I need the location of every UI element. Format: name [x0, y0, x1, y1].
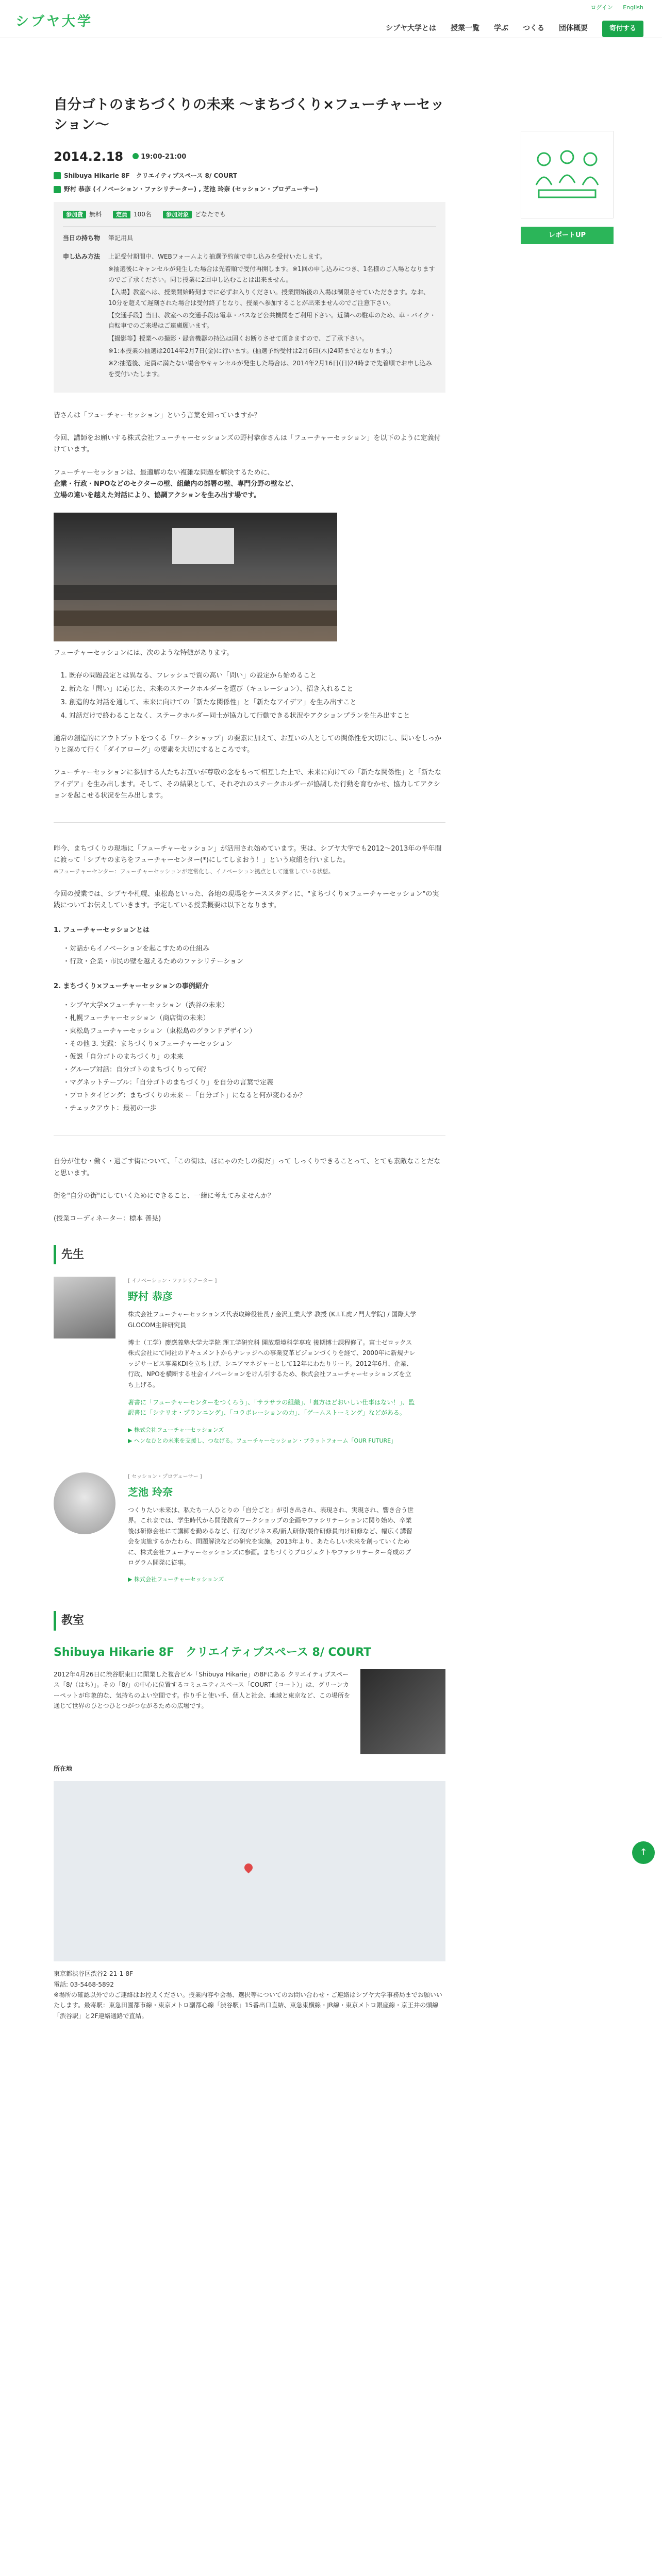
- address-label: 所在地: [54, 1765, 73, 1772]
- classroom-info: [54, 1669, 445, 1754]
- teacher-org: 株式会社フューチャーセッションズ代表取締役社長 / 金沢工業大学 教授 (K.I.T.虎ノ門大学院) / 国際大学GLOCOM主幹研究員: [128, 1311, 417, 1329]
- classroom-name: Shibuya Hikarie 8F クリエイティブスペース 8/ COURT: [54, 1646, 372, 1659]
- list-item: ・札幌フューチャーセッション（商店街の未来）: [63, 1014, 210, 1022]
- list-item: ・シブヤ大学×フューチャーセッション（渋谷の未来）: [63, 1001, 229, 1009]
- site-logo[interactable]: シブヤ大学: [15, 14, 93, 29]
- coordinator-credit: (授業コーディネーター：標本 善晃): [54, 1214, 161, 1223]
- access-text: ※場所の確認以外でのご連絡はお控えください。授業内容や会場、選択等についてのお問い合わせ・ご連絡はシブヤ大学事務局までお願いいたします。最寄駅：東急田園都市線・東京メトロ副都心線「渋谷駅」15番出口直結、東急東横線・JR線・東京メトロ銀座線・京王井の頭線「渋谷駅」と2F連絡通路で直結。: [54, 1991, 442, 2020]
- tag-target: 参加対象 どなたでも: [163, 209, 226, 220]
- info-value: ※抽選後にキャンセルが発生した場合は先着順で受付再開します。※1回の申し込みにつき、1名様のご入場となりますのでご了承ください。同じ授業に2回申し込むことは出来ません。: [108, 265, 435, 283]
- teacher-link[interactable]: ▶ 株式会社フューチャーセッションズ: [128, 1426, 224, 1433]
- teacher-names[interactable]: 野村 恭彦 (イノベーション・ファシリテーター) , 芝池 玲奈 (セッション・プロデューサー): [64, 185, 318, 193]
- teacher-links: [128, 1575, 417, 1585]
- list-item: ・その他 3. 実践：まちづくり×フューチャーセッション: [63, 1040, 233, 1048]
- list-item: ・グループ対話：自分ゴトのまちづくりって何？: [63, 1066, 210, 1074]
- list-item: ・マグネットテーブル：「自分ゴトのまちづくり」を自分の言葉で定義: [63, 1079, 274, 1087]
- report-up-button[interactable]: レポートUP: [521, 227, 614, 244]
- list-item: 4. 対話だけで終わることなく、ステークホルダー同士が協力して行動できる状況やアクションプランを生み出すこと: [69, 710, 445, 722]
- page-top-button[interactable]: [632, 1841, 655, 1864]
- teacher-books[interactable]: 著書に「フューチャーセンターをつくろう」、「サラサラの組織」、「裏方ほどおいしい仕事はない！」、監訳書に「シナリオ・プランニング」、「コラボレーションの力」、「ゲームストーミング」などがある。: [128, 1398, 415, 1417]
- feature-list: [69, 670, 445, 722]
- main-content: [54, 95, 445, 2021]
- paragraph: 通常の創造的にアウトプットをつくる「ワークショップ」の要素に加えて、お互いの人としての関係性を大切にし、問いをしっかりと深めて行く「ダイアローグ」の要素を大切にするところです。: [54, 735, 442, 754]
- tag-capacity: 定員 100名: [113, 209, 152, 220]
- people-illustration-icon: [528, 144, 606, 206]
- teacher-link[interactable]: ▶ ヘンなひとの未来を支援し、つなげる。フューチャーセッション・プラットフォーム「OUR FUTURE」: [128, 1437, 397, 1445]
- divider: [54, 822, 445, 823]
- divider: [54, 1135, 445, 1136]
- outline-heading: 2. まちづくり×フューチャーセッションの事例紹介: [54, 982, 209, 991]
- address: 東京都渋谷区渋谷2-21-1-8F: [54, 1970, 134, 1978]
- clock-icon: [133, 153, 139, 159]
- top-links: [582, 3, 643, 13]
- list-item: 1. 既存の問題設定とは異なる、フレッシュで質の高い「問い」の設定から始めること: [69, 670, 445, 682]
- global-nav: [371, 21, 643, 37]
- event-time-text: 19:00-21:00: [141, 152, 187, 161]
- info-value: 【撮影等】授業への撮影・録音機器の持込は固くお断りさせて頂きますので、ご了承下さい。: [108, 334, 368, 342]
- classroom-heading: 教室: [54, 1611, 445, 1630]
- nav-about[interactable]: シブヤ大学とは: [385, 24, 436, 33]
- paragraph: フューチャーセッションには、次のような特徴があります。: [54, 649, 234, 657]
- event-date: 2014.2.18: [54, 149, 124, 164]
- teacher-role: [ セッション・プロデューサー ]: [128, 1474, 202, 1480]
- teacher-bio: 博士（工学）慶應義塾大学大学院 理工学研究科 開放環境科学専攻 後期博士課程修了。富士ゼロックス株式会社にて同社のドキュメントからナレッジへの事業変革ビジョンづくりを経て、2000年に新規ナレッジサービス事業KDIを立ち上げ、シニアマネジャーとして12年にわたりリード。2012年6月、企業、行政、NPOを横断する社会イノベーションをけん引するため、株式会社フューチャーセッションズを立ち上げる。: [128, 1338, 416, 1388]
- page-wrap: [0, 38, 662, 2576]
- date-row: [54, 146, 445, 167]
- list-item: ・東松島フューチャーセッション（東松島のグランドデザイン）: [63, 1027, 256, 1035]
- map-pin-icon: [243, 1862, 255, 1874]
- tag-fee: 参加費 無料: [63, 209, 102, 220]
- login-link[interactable]: ログイン: [590, 4, 613, 11]
- info-row-apply: [63, 251, 436, 381]
- list-item: ・チェックアウト：最初の一歩: [63, 1105, 157, 1113]
- paragraph: 自分が住む・働く・過ごす街について、「この街は、ほにゃのたしの街だ」って しっくりできることって、とても素敵なことだなと思います。: [54, 1158, 441, 1177]
- donate-button[interactable]: 寄付する: [602, 21, 643, 37]
- paragraph: 今回の授業では、シブヤや札幌、東松島といった、各地の現場をケーススタディに、"まちづくり×フューチャーセッション"の実践についてお伝えしていきます。予定している授業概要は以下となります。: [54, 890, 439, 910]
- event-info-box: [54, 202, 445, 393]
- phone: 電話: 03-5468-5892: [54, 1980, 114, 1988]
- info-value: 筆記用具: [108, 234, 134, 242]
- paragraph: 街を"自分の街"にしていくためにできること、一緒に考えてみませんか？: [54, 1192, 274, 1200]
- teacher-card: [54, 1472, 445, 1586]
- place-icon: [54, 172, 61, 179]
- info-row-belongings: [63, 233, 436, 245]
- teacher-photo: [54, 1277, 115, 1338]
- teachers-heading: 先生: [54, 1245, 445, 1264]
- event-tags: [63, 209, 436, 227]
- teacher-links: [128, 1426, 417, 1446]
- info-value: 【入場】教室へは、授業開始時刻までに必ずお入りください。授業開始後の入場は制限させていただきます。なお、10分を超えて遅刻された場合は受付終了となり、授業へ参加することが出来ませんのでご注意下さい。: [108, 289, 430, 307]
- classroom-desc: 2012年4月26日に渋谷駅東口に開業した複合ビル「Shibuya Hikarie」の8Fにある クリエイティブスペース「8/（はち）」。その「8/」の中心に位置するコミュニティスペース「COURT（コート）」は、グリーンカーペットが印象的な、気持ちのよい空間です。作り手と使い手、個人と社会、地域と東京など、この場所を通じて世界のひとつひとつがつながるための広場です。: [54, 1670, 351, 1710]
- event-title: 自分ゴトのまちづくりの未来 〜まちづくり×フューチャーセッション〜: [54, 97, 444, 133]
- paragraph: フューチャーセッションに参加する人たちお互いが尊敬の念をもって相互した上で、未来に向けての「新たな関係性」と「新たなアイデア」を生み出します。そして、その結果として、それぞれのステークホルダーが協調した行動を育むかせ、協力してアクションを起こせる状況を生み出します。: [54, 769, 442, 800]
- definition: フューチャーセッションは、最適解のない複雑な問題を解決するために、 企業・行政・NPOなどのセクターの壁、組織内の部署の壁、専門分野の壁など、 立場の違いを越えた対話により、協調アクションを生み出す場です。: [54, 468, 298, 499]
- list-item: 3. 創造的な対話を通して、未来に向けての「新たな関係性」と「新たなアイデア」を生み出すこと: [69, 697, 445, 708]
- photo-screen: [172, 528, 234, 564]
- teacher-name: 野村 恭彦: [128, 1290, 173, 1303]
- venue-line: [54, 171, 445, 181]
- nav-make[interactable]: つくる: [522, 24, 544, 33]
- teacher-name: 芝池 玲奈: [128, 1486, 173, 1499]
- list-item: ・対話からイノベーションを起こすための仕組み: [63, 945, 210, 953]
- info-value: 上記受付期間中、WEBフォームより抽選予約前で申し込みを受付いたします。: [108, 252, 326, 260]
- list-item: ・行政・企業・市民の壁を越えるためのファシリテーション: [63, 958, 243, 966]
- paragraph: 今回、講師をお願いする株式会社フューチャーセッションズの野村恭彦さんは「フューチャーセッション」を以下のように定義付けています。: [54, 434, 441, 454]
- site-header: [0, 0, 662, 38]
- nav-classes[interactable]: 授業一覧: [450, 24, 479, 33]
- list-item: 2. 新たな「問い」に応じた、未来のステークホルダーを選び（キュレーション）、招き入れること: [69, 684, 445, 695]
- nav-org[interactable]: 団体概要: [558, 24, 588, 33]
- english-link[interactable]: English: [623, 4, 643, 11]
- photo-audience: [54, 585, 337, 600]
- class-outline: [54, 925, 445, 1114]
- teacher-card: [54, 1277, 445, 1448]
- paragraph: 昨今、まちづくりの現場に「フューチャーセッション」が活用され始めています。実は、シブヤ大学でも2012〜2013年の半年間に渡って「シブヤのまちをフューチャーセンター(*)にしてしまおう！」という取組を行いました。 ※フューチャーセンター：フューチャーセッションが定常化し、イノベーション拠点として運営している状態。: [54, 844, 442, 875]
- venue-link[interactable]: Shibuya Hikarie 8F クリエイティブスペース 8/ COURT: [64, 172, 238, 180]
- access-info: [54, 1969, 445, 2021]
- outline-list: [63, 1000, 445, 1115]
- teacher-photo: [54, 1472, 115, 1534]
- classroom-photo: [360, 1669, 445, 1754]
- person-icon: [54, 186, 61, 193]
- event-description: [54, 410, 445, 1225]
- teacher-line: [54, 184, 445, 194]
- teacher-role: [ イノベーション・ファシリテーター ]: [128, 1278, 217, 1284]
- list-item: ・プロトタイピング：まちづくりの未来 ー「自分ゴト」になると何が変わるか？: [63, 1092, 306, 1100]
- classroom-map[interactable]: [54, 1781, 445, 1961]
- teacher-bio: つくりたい未来は、私たち一人ひとりの「自分ごと」が引き出され、表現され、実現され、響き合う世界。これまでは、学生時代から開発教育ワークショップの企画やファシリテーションに関り始め、卒業後は研修会社にて講師を勤めるなど、行政/ビジネス系/新人研修/製作研修員向け研修など、幅広く講習会を実施するかたわら、問題解決などの研究を実施。2013年より、あたらしい未来を創っていくために、株式会社フューチャーセッションズに参画。まちづくりプロジェクトやファシリテーター育成のプログラム開発に従事。: [128, 1506, 414, 1567]
- info-value: ※2:抽選後、定員に満たない場合やキャンセルが発生した場合は、2014年2月16日(日)24時まで先着順でお申し込みを受付いたします。: [108, 360, 432, 378]
- info-value: 【交通手段】当日、教室への交通手段は電車・バスなど公共機関をご利用下さい。近隣への駐車のため、車・バイク・自転車でのご来場はご遠慮願います。: [108, 311, 436, 330]
- nav-learn[interactable]: 学ぶ: [493, 24, 508, 33]
- info-key: 申し込み方法: [63, 252, 101, 260]
- teacher-link[interactable]: ▶ 株式会社フューチャーセッションズ: [128, 1576, 224, 1583]
- event-time: [133, 151, 186, 163]
- photo-audience: [54, 611, 337, 626]
- list-item: ・仮説「自分ゴトのまちづくり」の未来: [63, 1053, 184, 1061]
- paragraph: 皆さんは「フューチャーセッション」という言葉を知っていますか？: [54, 412, 261, 420]
- outline-list: [63, 943, 445, 968]
- info-key: 当日の持ち物: [63, 234, 101, 242]
- sidebar: [521, 131, 614, 244]
- arrow-up-icon: ↑: [639, 1846, 648, 1858]
- report-illustration: [521, 131, 614, 218]
- outline-heading: 1. フューチャーセッションとは: [54, 926, 150, 935]
- session-photo: [54, 513, 337, 641]
- info-value: ※1:本授業の抽選は2014年2月7日(金)に行います。(抽選予約受付は2月6日(木)24時までとなります。): [108, 347, 392, 355]
